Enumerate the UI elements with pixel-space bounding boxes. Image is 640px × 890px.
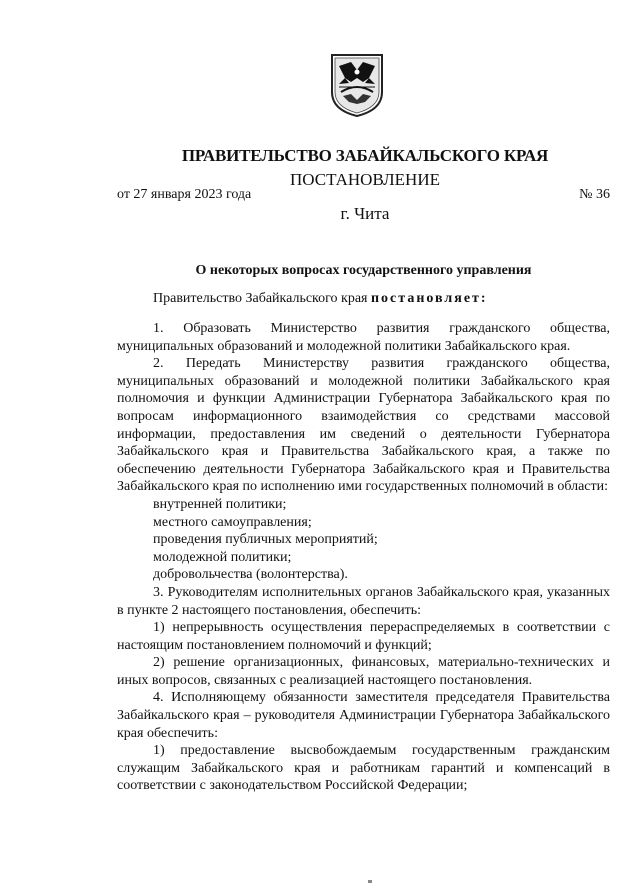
paragraph-3: 3. Руководителям исполнительных органов Забайкальского края, указанных в пункте 2 настоящего постановления, обеспечить: — [117, 584, 610, 618]
paragraph-4: 4. Исполняющему обязанности заместителя председателя Правительства Забайкальского края – руководителя Администрации Губернатора Забайкальского края обеспечить: — [117, 690, 610, 741]
document-number: № 36 — [579, 187, 610, 202]
coat-of-arms-icon — [329, 52, 385, 118]
list-item: внутренней политики; — [153, 496, 287, 512]
list-item: молодежной политики; — [153, 549, 292, 565]
preamble — [153, 291, 488, 307]
list-item: проведения публичных мероприятий; — [153, 532, 378, 548]
list-item: местного самоуправления; — [153, 514, 312, 530]
document-city: г. Чита — [340, 204, 390, 223]
preamble-emphasis: постановляет: — [370, 291, 488, 306]
document-date: от 27 января 2023 года — [117, 187, 252, 202]
document-type: ПОСТАНОВЛЕНИЕ — [289, 170, 440, 189]
scan-dot — [368, 880, 372, 883]
government-name: ПРАВИТЕЛЬСТВО ЗАБАЙКАЛЬСКОГО КРАЯ — [181, 146, 549, 165]
list-item: добровольчества (волонтерства). — [153, 567, 348, 583]
document-heading: О некоторых вопросах государственного управления — [195, 263, 532, 278]
paragraph-2: 2. Передать Министерству развития гражданского общества, муниципальных образований и молодежной политики Забайкальского края полномочия и функции Администрации Губернатора Забайкальского края по вопросам информационного взаимодействия со средствами массовой информации, предоставления им сведений о деятельности Губернатора Забайкальского края и Правительства Забайкальского края, а также по обеспечению деятельности Губернатора Забайкальского края и Правительства Забайкальского края по исполнению ими государственных полномочий в области: — [117, 356, 610, 495]
subparagraph: 1) непрерывность осуществления перераспределяемых в соответствии с настоящим постановлением полномочий и функций; — [117, 620, 610, 653]
subparagraph: 2) решение организационных, финансовых, материально-технических и иных вопросов, связанных с реализацией настоящего постановления. — [117, 655, 610, 688]
paragraph-1: 1. Образовать Министерство развития гражданского общества, муниципальных образований и молодежной политики Забайкальского края. — [117, 321, 610, 354]
subparagraph: 1) предоставление высвобождаемым государственным гражданским служащим Забайкальского края и работникам гарантий и компенсаций в соответствии с законодательством Российской Федерации; — [117, 743, 610, 794]
preamble-text: Правительство Забайкальского края — [153, 291, 371, 306]
document-body — [117, 320, 610, 795]
